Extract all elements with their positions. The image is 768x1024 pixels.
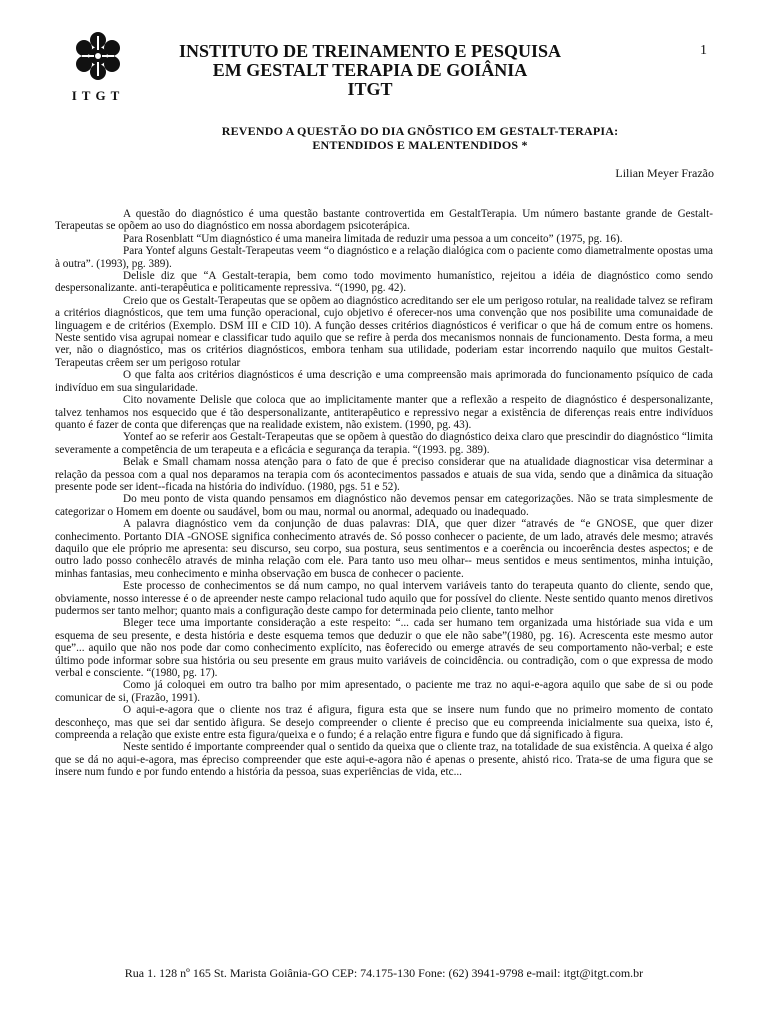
article-body [55, 208, 713, 779]
paragraph: Delisle diz que “A Gestalt-terapia, bem como todo movimento humanístico, rejeitou a idéia de diagnóstico como sendo despersonalizante. anti-terapêutica e politicamente repressiva. “(1990, pg. 42). [55, 270, 713, 295]
paragraph: Como já coloquei em outro tra balho por mim apresentado, o paciente me traz no aqui-e-agora aquilo que sabe de si ou pode comunicar de si, (Frazão, 1991). [55, 679, 713, 704]
institute-title [150, 42, 590, 99]
paragraph: Belak e Small chamam nossa atenção para o fato de que é preciso considerar que na atualidade diagnosticar visa determinar a relação da pessoa com a qual nos deparamos na terapia com ós acontecimentos passados e atuais de sua vida, sendo que a dinâmica da situação presente pode ser ident--ficada na história do indivíduo. (1980, pgs. 51 e 52). [55, 456, 713, 493]
logo-text: ITGT [71, 88, 125, 103]
article-title [180, 124, 660, 152]
paragraph: Yontef ao se referir aos Gestalt-Terapeutas que se opõem à questão do diagnóstico deixa claro que prescindir do diagnóstico “limita severamente a competência de um terapeuta e a eficácia e segurança da terapia. “(1993. pg. 389). [55, 431, 713, 456]
page-number: 1 [700, 43, 707, 58]
paragraph: A questão do diagnóstico é uma questão bastante controvertida em GestaltTerapia. Um número bastante grande de Gestalt-Terapeutas se opõem ao uso do diagnóstico em nossa abordagem psicoterápica. [55, 208, 713, 233]
paragraph: Cito novamente Delisle que coloca que ao implicitamente manter que a reflexão a respeito de diagnóstico é despersonalizante, talvez tenhamos nos esquecido que é tão despersonalizante, antiterapêutico e repressivo negar a existência de diferenças reais entre indivíduos quanto é fazer de conta que diferenças que na realidade existem, não existem. (1990, pg. 43). [55, 394, 713, 431]
flower-logo-icon [68, 30, 128, 86]
paragraph: Para Rosenblatt “Um diagnóstico é uma maneira limitada de reduzir uma pessoa a um conceito” (1975, pg. 16). [123, 232, 623, 245]
footer-address: Rua 1. 128 nº 165 St. Marista Goiânia-GO CEP: 74.175-130 Fone: (62) 3941-9798 e-mail: itgt@itgt.com.br [124, 966, 644, 980]
article-title-line-1: REVENDO A QUESTÃO DO DIA GNÕSTICO EM GESTALT-TERAPIA: [221, 124, 619, 138]
paragraph: Este processo de conhecimentos se dá num campo, no qual intervem variáveis tanto do terapeuta quanto do cliente, sendo que, obviamente, nosso interesse é o de apreender neste campo relacional tudo aquilo que for possível do cliente. Neste sentido quanto menos diretivos pudermos ser tanto melhor; quanto mais a configuração deste campo for determinada peio cliente, tanto melhor [55, 580, 713, 617]
paragraph: A palavra diagnóstico vem da conjunção de duas palavras: DIA, que quer dizer “através de “e GNOSE, que quer dizer conhecimento. Portanto DIA -GNOSE significa conhecimento através de. Só posso conhecer o paciente, de um lado, através dele mesmo; através daquilo que ele próprio me apresenta: seu discurso, seu corpo, sua postura, seus sentimentos e a coerência ou incoerência destes aspectos; e de outro lado posso conhecêlo através de minha relação com ele. Para tanto uso meu olhar-- meus sentidos e meus sentimentos, minha intuição, minhas fantasias, meu conhecimento e minha observação em busca de conhecer o paciente. [55, 518, 713, 580]
institute-title-line-1: INSTITUTO DE TREINAMENTO E PESQUISA [178, 41, 562, 61]
paragraph: Do meu ponto de vista quando pensamos em diagnóstico não devemos pensar em categorizações. Não se trata simplesmente de categorizar o Homem em doente ou saudável, bom ou mau, normal ou anormal, adequado ou inadequado. [55, 493, 713, 518]
author-name: Lilian Meyer Frazão [615, 166, 714, 180]
paragraph: O aqui-e-agora que o cliente nos traz é afigura, figura esta que se insere num fundo que no primeiro momento de contato desconheço, mas que sei dar sentido àfigura. Se desejo compreender o cliente é preciso que eu compreenda inicialmente sua queixa, isto é, compreenda a relação que existe entre esta figura/queixa e o fundo; é a relação entre figura e fundo que dá significado à figura. [55, 704, 713, 742]
paragraph: O que falta aos critérios diagnósticos é uma descrição e uma compreensão mais aprimorada do funcionamento psíquico de cada indivíduo em sua singularidade. [55, 369, 713, 394]
institute-title-line-3: ITGT [347, 79, 393, 99]
itgt-logo [62, 30, 134, 106]
paragraph: Bleger tece uma importante consideração a este respeito: “... cada ser humano tem organizada uma históriade sua vida e um esquema de seu presente, e desta história e deste esquema temos que deduzir o que ele não sabe”(1980, pg. 16). Acrescenta este mesmo autor que”... aquilo que não nos pode dar como conhecimento explícito, nas êoferecido ou emerge através de seu comportamento não-verbal; e este último pode informar sobre sua história ou seu presente em graus muito variáveis de coincidência. ou contradição, com o que expressa de modo verbal e consciente. “(1980, pg. 17). [55, 617, 713, 680]
paragraph: Neste sentido é importante compreender qual o sentido da queixa que o cliente traz, na totalidade de sua existência. A queixa é algo que se dá no aqui-e-agora, mas épreciso compreender que este aqui-e-agora não é apenas o presente, ahistó rico. Trata-se de uma figura que se insere num fundo e por fundo entendo a história da pessoa, suas experiências de vida, etc... [55, 741, 713, 779]
article-title-line-2: ENTENDIDOS E MALENTENDIDOS * [312, 138, 528, 152]
paragraph: Creio que os Gestalt-Terapeutas que se opõem ao diagnóstico acreditando ser ele um perigoso rotular, na realidade talvez se refiram a critérios diagnósticos, que tem uma função operacional, cujo objetivo é oferecer-nos uma convenção que nos posibilite uma comunaidade de linguagem e de critérios (Exemplo. DSM III e CID 10). A função desses critérios diagnósticos é verificar o que há de comum entre os homens. Neste sentido visa agrupai nomear e classificar tudo aquilo que se refire à perda dos mecanismos nonnais de funcionamento. Desta forma, a meu ver, não o diagnóstico, mas os critérios diagnósticos, embora tenham sua utilidade, poderiam estar incorrendo naquilo que muitos Gestalt-Terapeutas crêem ser um perigoso rotular [55, 294, 713, 369]
paragraph: Para Yontef alguns Gestalt-Terapeutas veem “o diagnóstico e a relação dialógica com o paciente como diametralmente opostas uma à outra”. (1993), pg. 389). [55, 245, 713, 270]
institute-title-line-2: EM GESTALT TERAPIA DE GOIÂNIA [212, 60, 528, 80]
